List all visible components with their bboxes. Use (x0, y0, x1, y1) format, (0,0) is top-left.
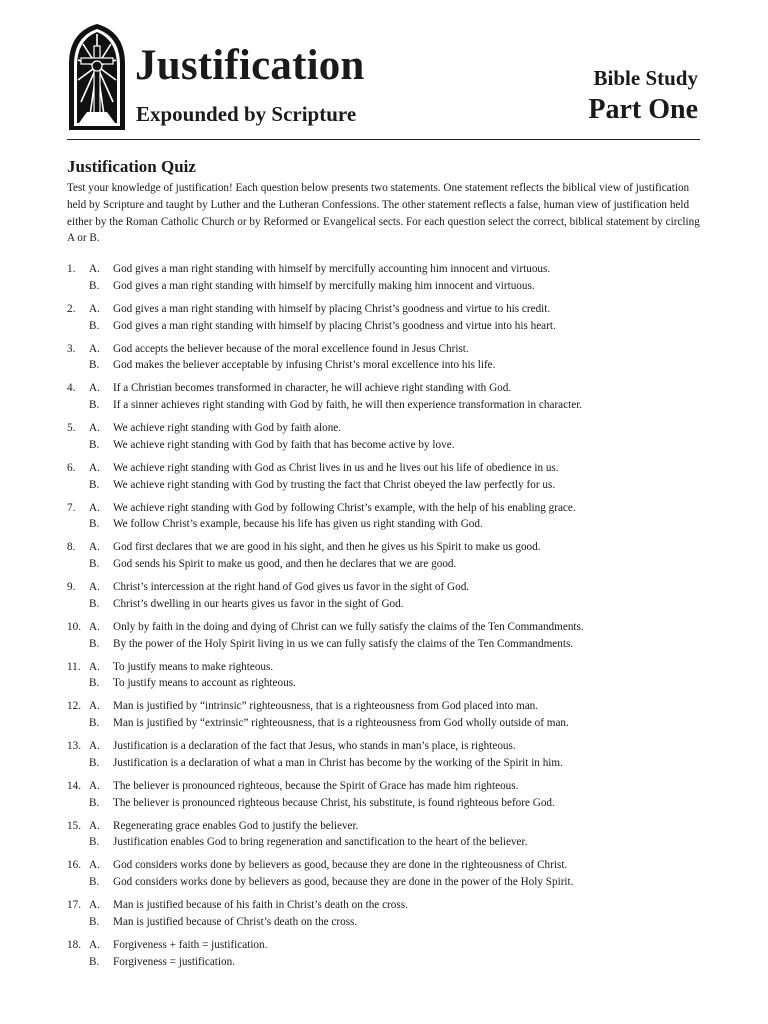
option-letter[interactable]: A. (89, 422, 100, 434)
option-a[interactable] (67, 897, 717, 914)
option-a[interactable] (67, 659, 717, 676)
option-letter[interactable]: A. (89, 581, 100, 593)
question-item (67, 857, 717, 891)
option-b[interactable] (67, 556, 717, 573)
option-b[interactable] (67, 954, 717, 971)
header-divider (67, 139, 700, 140)
option-b[interactable] (67, 278, 717, 295)
question-item (67, 301, 717, 335)
option-b[interactable] (67, 477, 717, 494)
quiz-heading: Justification Quiz (67, 157, 196, 176)
option-text: God considers works done by believers as good, because they are done in the righteousness of Christ. (113, 859, 568, 872)
option-text: God gives a man right standing with himself by mercifully making him innocent and virtuous. (113, 279, 535, 292)
option-letter[interactable]: B. (89, 915, 100, 928)
question-number: 16. (67, 859, 81, 872)
option-letter[interactable]: B. (89, 677, 100, 690)
option-letter[interactable]: A. (89, 700, 100, 713)
question-number: 4. (67, 382, 76, 395)
option-text: God makes the believer acceptable by infusing Christ’s moral excellence into his life. (113, 359, 496, 372)
option-b[interactable] (67, 755, 717, 772)
question-item (67, 500, 717, 534)
option-letter[interactable]: B. (89, 637, 100, 650)
page-subtitle: Expounded by Scripture (136, 102, 357, 126)
option-letter[interactable]: B. (89, 955, 100, 968)
option-text: Justification is a declaration of the fact that Jesus, who stands in man’s place, is righteous. (113, 740, 516, 752)
series-label: Bible Study (593, 66, 698, 90)
option-text: Justification is a declaration of what a man in Christ has become by the working of the Spirit in him. (113, 756, 563, 769)
option-a[interactable] (67, 460, 717, 477)
option-text: We achieve right standing with God by trusting the fact that Christ obeyed the law perfectly for us. (113, 478, 556, 491)
option-letter[interactable]: B. (89, 438, 100, 451)
question-item (67, 698, 717, 732)
option-text: Man is justified by “intrinsic” righteousness, that is a righteousness from God placed into man. (113, 700, 539, 713)
option-a[interactable] (67, 778, 717, 795)
option-letter[interactable]: A. (89, 660, 100, 673)
option-a[interactable] (67, 420, 717, 437)
option-text: Forgiveness + faith = justification. (113, 938, 268, 951)
option-b[interactable] (67, 437, 717, 454)
option-text: The believer is pronounced righteous, because the Spirit of Grace has made him righteous. (113, 779, 519, 792)
question-item (67, 818, 717, 852)
option-letter[interactable]: A. (89, 382, 100, 395)
option-a[interactable] (67, 539, 717, 556)
question-item (67, 261, 717, 295)
question-number: 2. (67, 302, 76, 315)
question-number: 5. (67, 422, 76, 434)
option-text: Regenerating grace enables God to justify the believer. (113, 819, 359, 832)
option-letter[interactable]: B. (89, 876, 100, 889)
crucifix-window-icon (67, 22, 127, 132)
option-text: We follow Christ’s example, because his life has given us right standing with God. (113, 518, 483, 531)
part-label: Part One (588, 94, 698, 125)
question-item (67, 420, 717, 454)
question-item (67, 778, 717, 812)
option-b[interactable] (67, 516, 717, 533)
option-letter[interactable]: B. (89, 518, 100, 531)
option-letter[interactable]: B. (89, 359, 100, 372)
option-text: God accepts the believer because of the moral excellence found in Jesus Christ. (113, 342, 469, 355)
option-letter[interactable]: A. (89, 263, 100, 275)
question-number: 10. (67, 620, 81, 633)
page-title: Justification (135, 42, 365, 89)
question-item (67, 897, 717, 931)
option-text: God sends his Spirit to make us good, and then he declares that we are good. (113, 558, 457, 571)
option-b[interactable] (67, 834, 717, 851)
option-a[interactable] (67, 579, 717, 596)
option-letter[interactable]: A. (89, 461, 100, 474)
option-letter[interactable]: B. (89, 279, 100, 292)
option-a[interactable] (67, 937, 717, 954)
option-a[interactable] (67, 380, 717, 397)
question-number: 15. (67, 819, 81, 832)
question-number: 12. (67, 700, 81, 713)
question-number: 9. (67, 581, 76, 593)
option-text: God gives a man right standing with himself by placing Christ’s goodness and virtue into his heart. (113, 319, 556, 332)
option-a[interactable] (67, 341, 717, 358)
option-text: Man is justified because of his faith in Christ’s death on the cross. (113, 899, 408, 911)
option-text: Christ’s dwelling in our hearts gives us favor in the sight of God. (113, 597, 404, 610)
option-letter[interactable]: B. (89, 836, 100, 849)
option-text: Only by faith in the doing and dying of Christ can we fully satisfy the claims of the Ten Commandments. (113, 620, 584, 633)
option-letter[interactable]: B. (89, 756, 100, 769)
option-text: We achieve right standing with God by faith alone. (113, 422, 342, 434)
option-b[interactable] (67, 357, 717, 374)
question-number: 13. (67, 740, 81, 752)
option-letter[interactable]: A. (89, 541, 100, 554)
option-letter[interactable]: A. (89, 859, 100, 872)
question-item (67, 380, 717, 414)
option-b[interactable] (67, 715, 717, 732)
question-number: 18. (67, 938, 81, 951)
option-a[interactable] (67, 500, 717, 517)
question-number: 6. (67, 461, 76, 474)
option-text: The believer is pronounced righteous because Christ, his substitute, is found righteous before God. (113, 796, 555, 809)
option-text: God considers works done by believers as good, because they are done in the power of the Holy Spirit. (113, 876, 574, 889)
question-number: 8. (67, 541, 76, 554)
option-text: God gives a man right standing with himself by mercifully accounting him innocent and virtuous. (113, 263, 551, 275)
option-a[interactable] (67, 698, 717, 715)
option-letter[interactable]: A. (89, 501, 100, 514)
question-number: 11. (67, 660, 81, 673)
option-letter[interactable]: A. (89, 620, 100, 633)
question-number: 1. (67, 263, 76, 275)
option-b[interactable] (67, 914, 717, 931)
option-a[interactable] (67, 619, 717, 636)
option-text: We achieve right standing with God as Christ lives in us and he lives out his life of obedience in us. (113, 461, 559, 474)
option-letter[interactable]: A. (89, 899, 100, 911)
question-item (67, 460, 717, 494)
option-a[interactable] (67, 857, 717, 874)
question-number: 3. (67, 342, 76, 355)
option-text: To justify means to account as righteous. (113, 677, 296, 690)
question-number: 14. (67, 779, 81, 792)
option-a[interactable] (67, 301, 717, 318)
option-letter[interactable]: B. (89, 399, 100, 412)
option-letter[interactable]: A. (89, 819, 100, 832)
option-letter[interactable]: A. (89, 740, 100, 752)
option-text: By the power of the Holy Spirit living in us we can fully satisfy the claims of the Ten Commandments. (113, 637, 574, 650)
option-letter[interactable]: B. (89, 558, 100, 571)
option-letter[interactable]: B. (89, 796, 100, 809)
option-letter[interactable]: B. (89, 478, 100, 491)
option-letter[interactable]: B. (89, 597, 100, 610)
option-text: God gives a man right standing with himself by placing Christ’s goodness and virtue to his credit. (113, 302, 551, 315)
option-b[interactable] (67, 874, 717, 891)
option-text: Forgiveness = justification. (113, 955, 236, 968)
option-text: We achieve right standing with God by following Christ’s example, with the help of his enabling grace. (113, 501, 576, 514)
question-item (67, 341, 717, 375)
option-letter[interactable]: A. (89, 342, 100, 355)
option-b[interactable] (67, 397, 717, 414)
option-text: Christ’s intercession at the right hand of God gives us favor in the sight of God. (113, 581, 470, 593)
option-letter[interactable]: A. (89, 938, 100, 951)
option-b[interactable] (67, 318, 717, 335)
question-number: 17. (67, 899, 81, 911)
question-item (67, 738, 717, 772)
option-text: Man is justified by “extrinsic” righteousness, that is a righteousness from God wholly outside of man. (113, 717, 569, 730)
option-b[interactable] (67, 795, 717, 812)
quiz-intro: Test your knowledge of justification! Each question below presents two statements. One statement reflects the biblical view of justification held by Scripture and taught by Luther and the Lutheran Confessions. The other statement reflects a false, human view of justification held either by the Roman Catholic Church or by Reformed or Evangelical sects. For each question select the correct, biblical statement by circling A or B. (67, 182, 700, 245)
option-a[interactable] (67, 261, 717, 278)
option-text: Justification enables God to bring regeneration and sanctification to the heart of the believer. (113, 836, 528, 849)
option-text: If a sinner achieves right standing with God by faith, he will then experience transformation in character. (113, 399, 583, 412)
option-text: We achieve right standing with God by faith that has become active by love. (113, 438, 455, 451)
option-text: To justify means to make righteous. (113, 660, 274, 673)
option-text: Man is justified because of Christ’s death on the cross. (113, 915, 358, 928)
question-item (67, 937, 717, 971)
option-a[interactable] (67, 818, 717, 835)
question-item (67, 619, 717, 653)
question-number: 7. (67, 501, 76, 514)
option-b[interactable] (67, 636, 717, 653)
option-text: If a Christian becomes transformed in character, he will achieve right standing with God. (113, 382, 512, 395)
option-letter[interactable]: B. (89, 717, 100, 730)
option-b[interactable] (67, 675, 717, 692)
option-text: God first declares that we are good in his sight, and then he gives us his Spirit to make us good. (113, 541, 541, 554)
question-item (67, 539, 717, 573)
question-item (67, 659, 717, 693)
option-letter[interactable]: B. (89, 319, 100, 332)
option-a[interactable] (67, 738, 717, 755)
option-b[interactable] (67, 596, 717, 613)
question-item (67, 579, 717, 613)
option-letter[interactable]: A. (89, 302, 100, 315)
option-letter[interactable]: A. (89, 779, 100, 792)
